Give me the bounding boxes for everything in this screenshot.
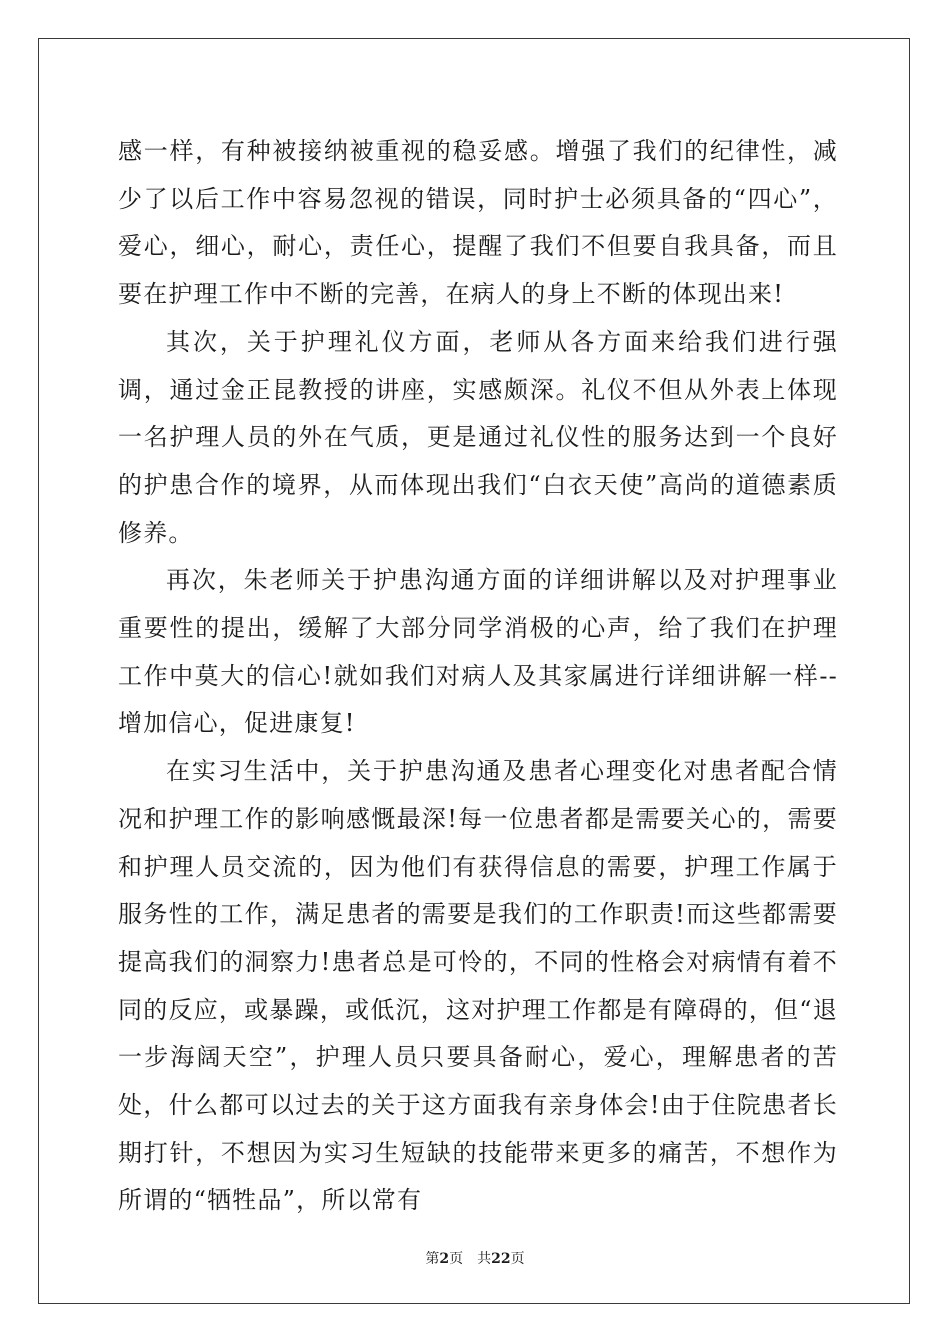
paragraph-3: 再次，朱老师关于护患沟通方面的详细讲解以及对护理事业重要性的提出，缓解了大部分同学消极的心声，给了我们在护理工作中莫大的信心!就如我们对病人及其家属进行详细讲解一样--增加信心，促进康复! <box>118 566 838 738</box>
page-prefix: 第 <box>425 1251 440 1267</box>
paragraph-2: 其次，关于护理礼仪方面，老师从各方面来给我们进行强调，通过金正昆教授的讲座，实感颇深。礼仪不但从外表上体现一名护理人员的外在气质，更是通过礼仪性的服务达到一个良好的护患合作的境界，从而体现出我们“白衣天使”高尚的道德素质修养。 <box>118 327 838 547</box>
page-suffix: 页 <box>449 1251 464 1267</box>
page-number: 2 <box>439 1251 450 1267</box>
document-body <box>118 128 838 1225</box>
paragraph-4: 在实习生活中，关于护患沟通及患者心理变化对患者配合情况和护理工作的影响感慨最深!每一位患者都是需要关心的，需要和护理人员交流的，因为他们有获得信息的需要，护理工作属于服务性的工作，满足患者的需要是我们的工作职责!而这些都需要提高我们的洞察力!患者总是可怜的，不同的性格会对病情有着不同的反应，或暴躁，或低沉，这对护理工作都是有障碍的，但“退一步海阔天空”，护理人员只要具备耐心，爱心，理解患者的苦处，什么都可以过去的关于这方面我有亲身体会!由于住院患者长期打针，不想因为实习生短缺的技能带来更多的痛苦，不想作为所谓的“牺牲品”，所以常有 <box>118 757 838 1215</box>
total-suffix: 页 <box>510 1251 525 1267</box>
paragraph-1: 感一样，有种被接纳被重视的稳妥感。增强了我们的纪律性，减少了以后工作中容易忽视的错误，同时护士必须具备的“四心”，爱心，细心，耐心，责任心，提醒了我们不但要自我具备，而且要在护理工作中不断的完善，在病人的身上不断的体现出来! <box>118 137 838 309</box>
total-prefix: 共 <box>477 1251 492 1267</box>
page-footer <box>0 1248 950 1268</box>
total-pages: 22 <box>491 1251 511 1267</box>
